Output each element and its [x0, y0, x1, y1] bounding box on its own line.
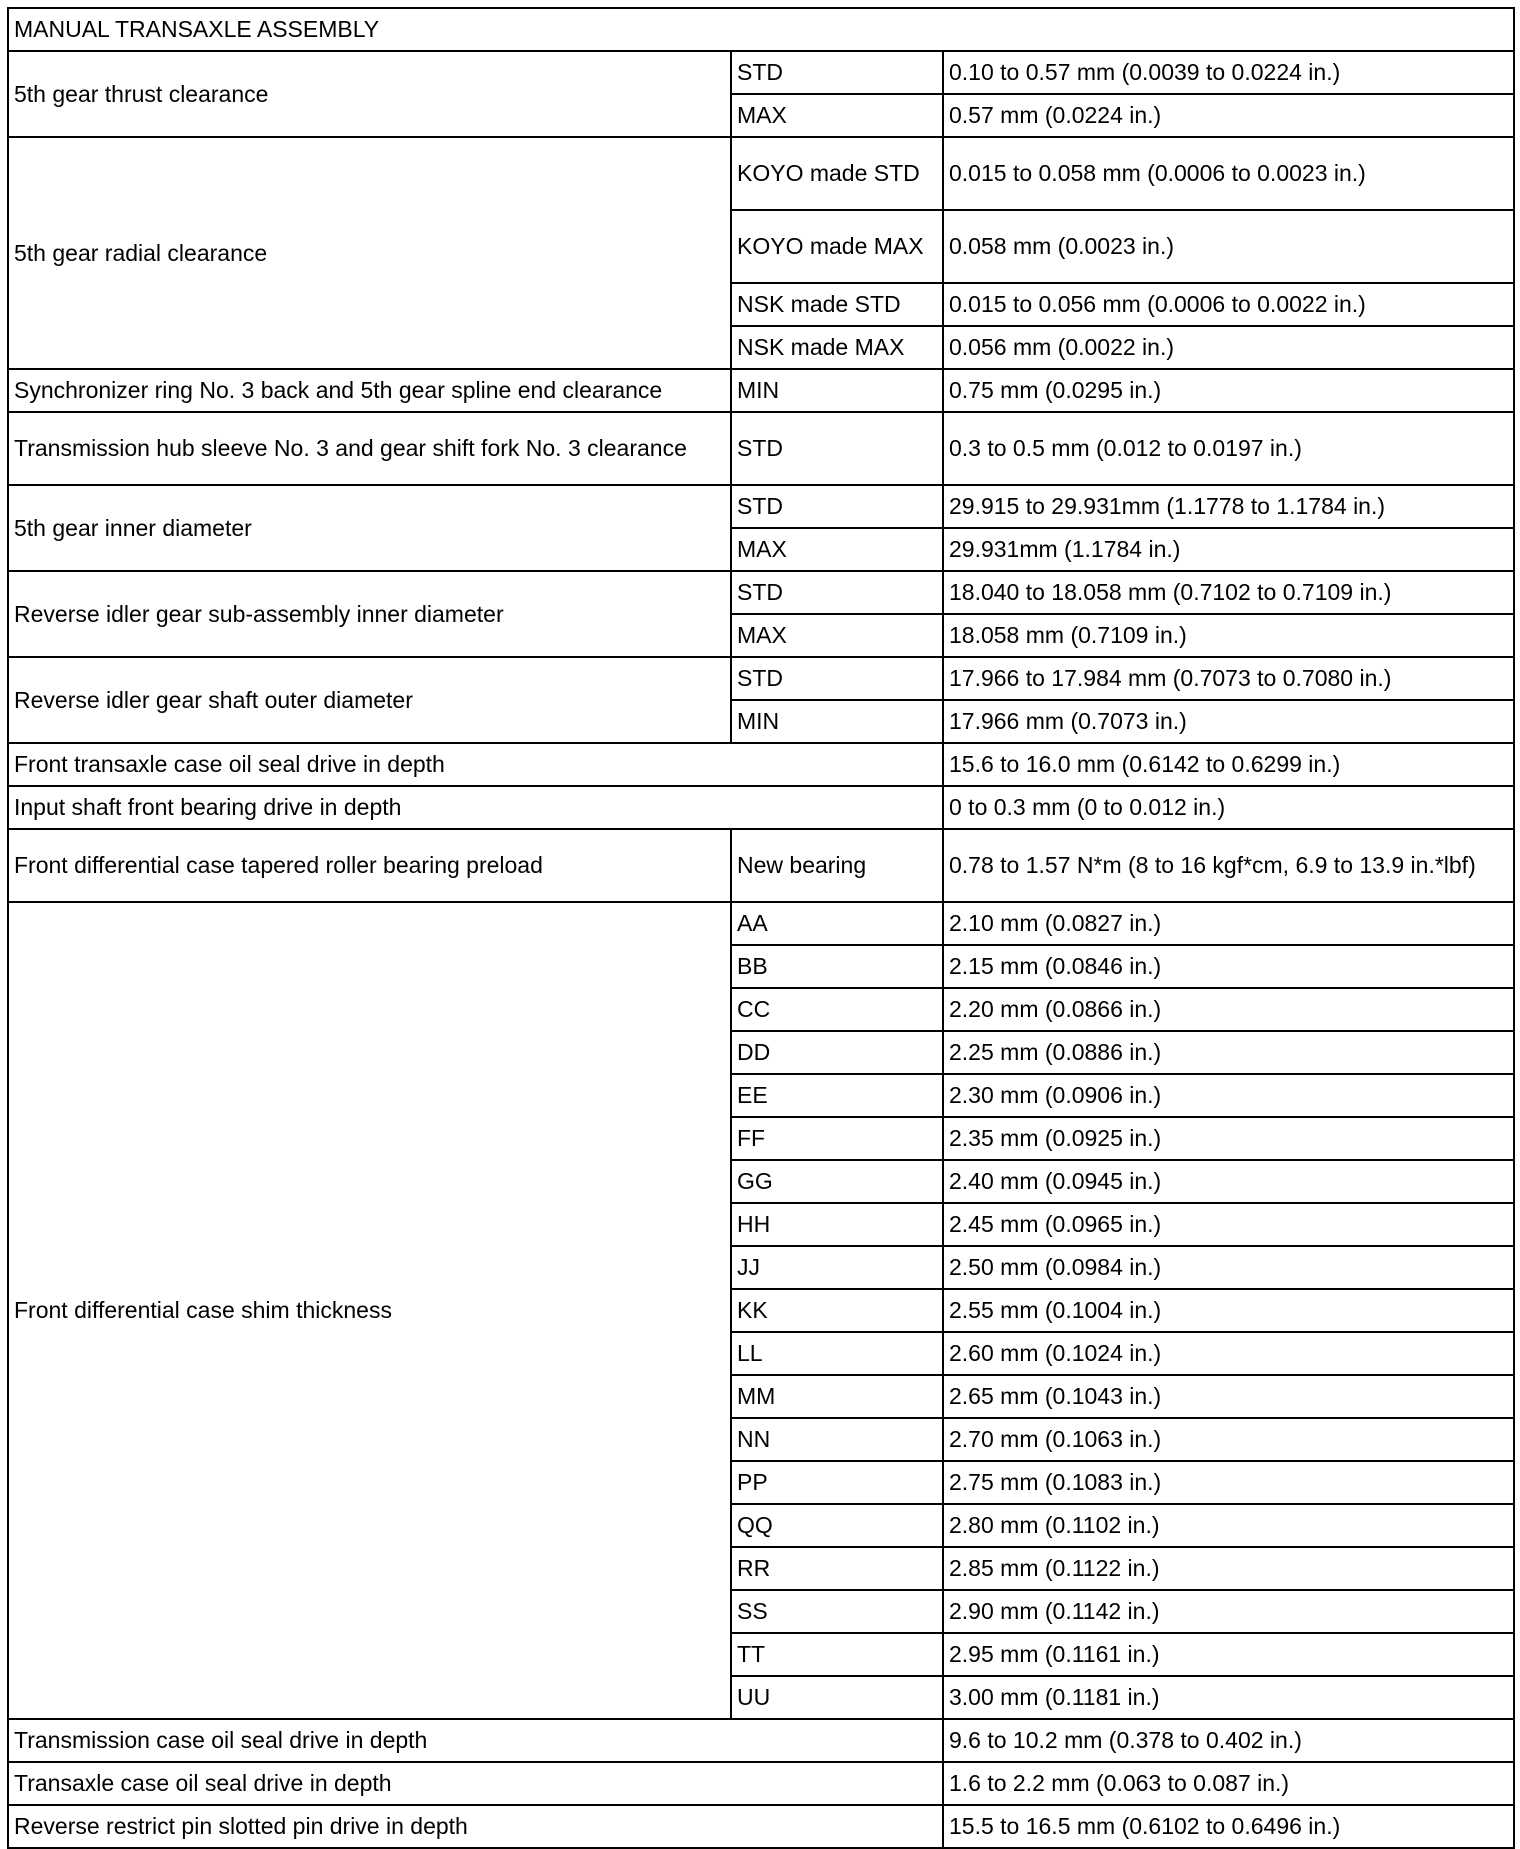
table-row [8, 485, 1514, 528]
spec-value: 2.15 mm (0.0846 in.) [943, 945, 1514, 988]
spec-value: 2.85 mm (0.1122 in.) [943, 1547, 1514, 1590]
spec-item: Input shaft front bearing drive in depth [8, 786, 943, 829]
table-title-row [8, 8, 1514, 51]
spec-value: 3.00 mm (0.1181 in.) [943, 1676, 1514, 1719]
spec-item: Front differential case shim thickness [8, 902, 731, 1719]
spec-value: 2.45 mm (0.0965 in.) [943, 1203, 1514, 1246]
spec-condition: MAX [731, 528, 943, 571]
spec-value: 1.6 to 2.2 mm (0.063 to 0.087 in.) [943, 1762, 1514, 1805]
spec-value: 0.78 to 1.57 N*m (8 to 16 kgf*cm, 6.9 to 13.9 in.*lbf) [943, 829, 1514, 902]
spec-item: 5th gear thrust clearance [8, 51, 731, 137]
spec-condition: KK [731, 1289, 943, 1332]
spec-condition: STD [731, 657, 943, 700]
spec-item: Reverse idler gear shaft outer diameter [8, 657, 731, 743]
spec-condition: MM [731, 1375, 943, 1418]
spec-value: 2.80 mm (0.1102 in.) [943, 1504, 1514, 1547]
spec-value: 29.931mm (1.1784 in.) [943, 528, 1514, 571]
spec-condition: NSK made STD [731, 283, 943, 326]
spec-condition: SS [731, 1590, 943, 1633]
spec-value: 2.35 mm (0.0925 in.) [943, 1117, 1514, 1160]
spec-condition: New bearing [731, 829, 943, 902]
spec-value: 0.058 mm (0.0023 in.) [943, 210, 1514, 283]
spec-value: 2.30 mm (0.0906 in.) [943, 1074, 1514, 1117]
spec-item: Front transaxle case oil seal drive in depth [8, 743, 943, 786]
spec-condition: KOYO made STD [731, 137, 943, 210]
spec-value: 17.966 mm (0.7073 in.) [943, 700, 1514, 743]
spec-value: 18.040 to 18.058 mm (0.7102 to 0.7109 in.) [943, 571, 1514, 614]
spec-condition: FF [731, 1117, 943, 1160]
spec-value: 2.90 mm (0.1142 in.) [943, 1590, 1514, 1633]
spec-value: 18.058 mm (0.7109 in.) [943, 614, 1514, 657]
spec-value: 2.55 mm (0.1004 in.) [943, 1289, 1514, 1332]
spec-value: 2.50 mm (0.0984 in.) [943, 1246, 1514, 1289]
spec-condition: RR [731, 1547, 943, 1590]
spec-value: 2.20 mm (0.0866 in.) [943, 988, 1514, 1031]
table-row [8, 786, 1514, 829]
spec-value: 29.915 to 29.931mm (1.1778 to 1.1784 in.) [943, 485, 1514, 528]
spec-condition: BB [731, 945, 943, 988]
spec-item: 5th gear inner diameter [8, 485, 731, 571]
table-row [8, 51, 1514, 94]
spec-value: 0.015 to 0.056 mm (0.0006 to 0.0022 in.) [943, 283, 1514, 326]
spec-item: Reverse idler gear sub-assembly inner diameter [8, 571, 731, 657]
spec-condition: MAX [731, 94, 943, 137]
table-row [8, 743, 1514, 786]
spec-value: 0.056 mm (0.0022 in.) [943, 326, 1514, 369]
table-row [8, 1805, 1514, 1848]
spec-condition: PP [731, 1461, 943, 1504]
table-row [8, 1762, 1514, 1805]
table-title: MANUAL TRANSAXLE ASSEMBLY [8, 8, 1514, 51]
spec-condition: STD [731, 412, 943, 485]
spec-value: 0.3 to 0.5 mm (0.012 to 0.0197 in.) [943, 412, 1514, 485]
spec-value: 0 to 0.3 mm (0 to 0.012 in.) [943, 786, 1514, 829]
spec-item: Transmission hub sleeve No. 3 and gear shift fork No. 3 clearance [8, 412, 731, 485]
spec-item: Front differential case tapered roller bearing preload [8, 829, 731, 902]
table-row [8, 902, 1514, 945]
spec-condition: JJ [731, 1246, 943, 1289]
spec-value: 0.10 to 0.57 mm (0.0039 to 0.0224 in.) [943, 51, 1514, 94]
spec-table [7, 7, 1515, 1849]
spec-condition: HH [731, 1203, 943, 1246]
spec-value: 15.5 to 16.5 mm (0.6102 to 0.6496 in.) [943, 1805, 1514, 1848]
spec-condition: MIN [731, 700, 943, 743]
spec-condition: KOYO made MAX [731, 210, 943, 283]
table-row [8, 1719, 1514, 1762]
spec-condition: TT [731, 1633, 943, 1676]
spec-condition: GG [731, 1160, 943, 1203]
spec-condition: UU [731, 1676, 943, 1719]
table-row [8, 571, 1514, 614]
spec-condition: EE [731, 1074, 943, 1117]
spec-value: 2.10 mm (0.0827 in.) [943, 902, 1514, 945]
spec-value: 0.57 mm (0.0224 in.) [943, 94, 1514, 137]
spec-condition: QQ [731, 1504, 943, 1547]
table-row [8, 137, 1514, 210]
spec-condition: MIN [731, 369, 943, 412]
spec-item: Transaxle case oil seal drive in depth [8, 1762, 943, 1805]
spec-value: 17.966 to 17.984 mm (0.7073 to 0.7080 in.) [943, 657, 1514, 700]
spec-condition: MAX [731, 614, 943, 657]
table-row [8, 369, 1514, 412]
spec-condition: STD [731, 485, 943, 528]
table-row [8, 829, 1514, 902]
spec-item: 5th gear radial clearance [8, 137, 731, 369]
spec-value: 0.75 mm (0.0295 in.) [943, 369, 1514, 412]
spec-condition: NN [731, 1418, 943, 1461]
spec-condition: CC [731, 988, 943, 1031]
spec-item: Transmission case oil seal drive in depth [8, 1719, 943, 1762]
spec-condition: NSK made MAX [731, 326, 943, 369]
spec-item: Synchronizer ring No. 3 back and 5th gear spline end clearance [8, 369, 731, 412]
spec-value: 2.75 mm (0.1083 in.) [943, 1461, 1514, 1504]
spec-value: 2.70 mm (0.1063 in.) [943, 1418, 1514, 1461]
table-row [8, 412, 1514, 485]
spec-condition: LL [731, 1332, 943, 1375]
spec-condition: STD [731, 51, 943, 94]
table-row [8, 657, 1514, 700]
spec-condition: STD [731, 571, 943, 614]
spec-value: 2.60 mm (0.1024 in.) [943, 1332, 1514, 1375]
spec-value: 2.95 mm (0.1161 in.) [943, 1633, 1514, 1676]
spec-item: Reverse restrict pin slotted pin drive in depth [8, 1805, 943, 1848]
spec-condition: AA [731, 902, 943, 945]
spec-value: 2.65 mm (0.1043 in.) [943, 1375, 1514, 1418]
spec-value: 2.40 mm (0.0945 in.) [943, 1160, 1514, 1203]
spec-condition: DD [731, 1031, 943, 1074]
spec-value: 15.6 to 16.0 mm (0.6142 to 0.6299 in.) [943, 743, 1514, 786]
spec-value: 0.015 to 0.058 mm (0.0006 to 0.0023 in.) [943, 137, 1514, 210]
spec-value: 2.25 mm (0.0886 in.) [943, 1031, 1514, 1074]
spec-value: 9.6 to 10.2 mm (0.378 to 0.402 in.) [943, 1719, 1514, 1762]
